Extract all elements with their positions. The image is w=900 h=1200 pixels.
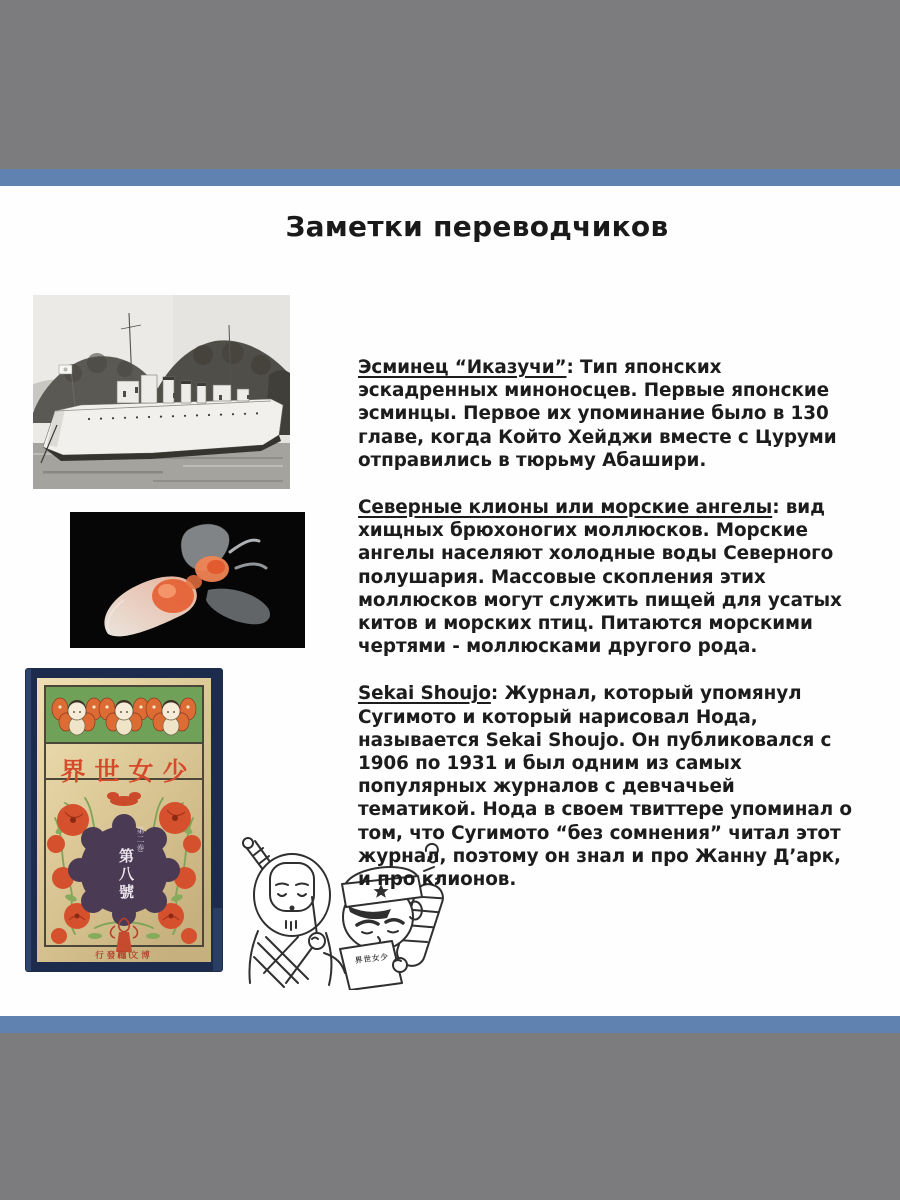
sea-angel-clione-photo	[70, 512, 305, 648]
page-title: Заметки переводчиков	[285, 210, 669, 243]
note-separator: :	[772, 497, 786, 519]
magazine-issue-kanji: 第八號	[117, 848, 134, 902]
note-ikazuchi	[358, 356, 856, 472]
note-body: Журнал, который упомянул Сугимото и который нарисовал Нода, называется Sekai Shoujo. Он публиковался с 1906 по 1931 и был одним из самых популярных журналов с девчачьей тематикой. Нода в своем твиттере упоминал о том, что Сугимото “без сомнения” читал этот журнал, поэтому он знал и про Жанну Д’арк, и про клионов.	[358, 683, 852, 891]
magazine-publisher-kanji: 行發館文博	[95, 950, 153, 960]
note-separator: :	[490, 683, 505, 705]
note-term: Sekai Shoujo	[358, 683, 491, 705]
top-blue-stripe	[0, 169, 900, 186]
bottom-blue-stripe	[0, 1016, 900, 1033]
ship-photo-illustration	[33, 295, 290, 489]
note-body: вид хищных брюхоногих моллюсков. Морские ангелы населяют холодные воды Северного полушария. Массовые скопления этих моллюсков могут служить пищей для усатых китов и морских птиц. Питаются морскими чертями - моллюсками другого рода.	[358, 497, 842, 658]
translator-notes	[358, 356, 856, 915]
note-term: Северные клионы или морские ангелы	[358, 497, 773, 519]
sekai-shoujo-magazine-cover	[25, 668, 223, 972]
doodle-paper-kanji: 界世女少	[354, 951, 390, 966]
magazine-illustration	[25, 668, 223, 972]
magazine-title-kanji: 界世女少	[60, 758, 197, 786]
note-sekai-shoujo	[358, 682, 856, 891]
note-body: Тип японских эскадренных миноносцев. Первые японские эсминцы. Первое их упоминание было в 130 главе, когда Който Хейджи вместе с Цуруми отправились в тюрьму Абашири.	[358, 357, 837, 471]
ikazuchi-destroyer-photo	[33, 295, 290, 489]
clione-illustration	[70, 512, 305, 648]
note-term: Эсминец “Иказучи”	[358, 357, 567, 378]
magazine-volume-kanji: 第二巻	[136, 826, 145, 853]
note-cliones	[358, 496, 856, 658]
note-separator: :	[566, 357, 581, 378]
